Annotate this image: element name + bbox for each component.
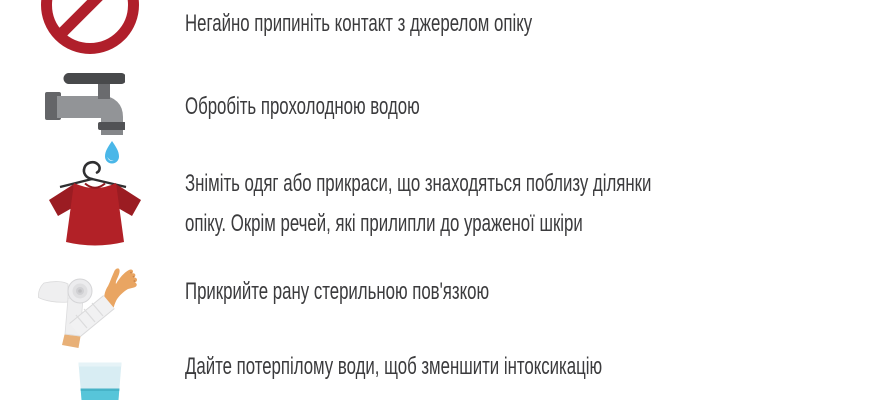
water-glass-icon [77, 361, 123, 400]
prohibition-icon [40, 0, 140, 55]
step-3-text [185, 164, 651, 244]
step-5-text: Дайте потерпілому води, щоб зменшити інтоксикацію [185, 353, 603, 380]
step-1-text: Негайно припиніть контакт з джерелом опіку [185, 10, 533, 37]
step-3-text-line-2: опіку. Окрім речей, які прилипли до ураженої шкіри [185, 210, 583, 237]
step-4-text: Прикрийте рану стерильною пов'язкою [185, 278, 490, 305]
bandaged-arm-icon [35, 262, 145, 352]
step-2-text: Обробіть прохолодною водою [185, 93, 420, 120]
step-3-text-line-1: Зніміть одяг або прикраси, що знаходяться поблизу ділянки [185, 170, 652, 197]
tshirt-hanger-icon [40, 150, 150, 248]
